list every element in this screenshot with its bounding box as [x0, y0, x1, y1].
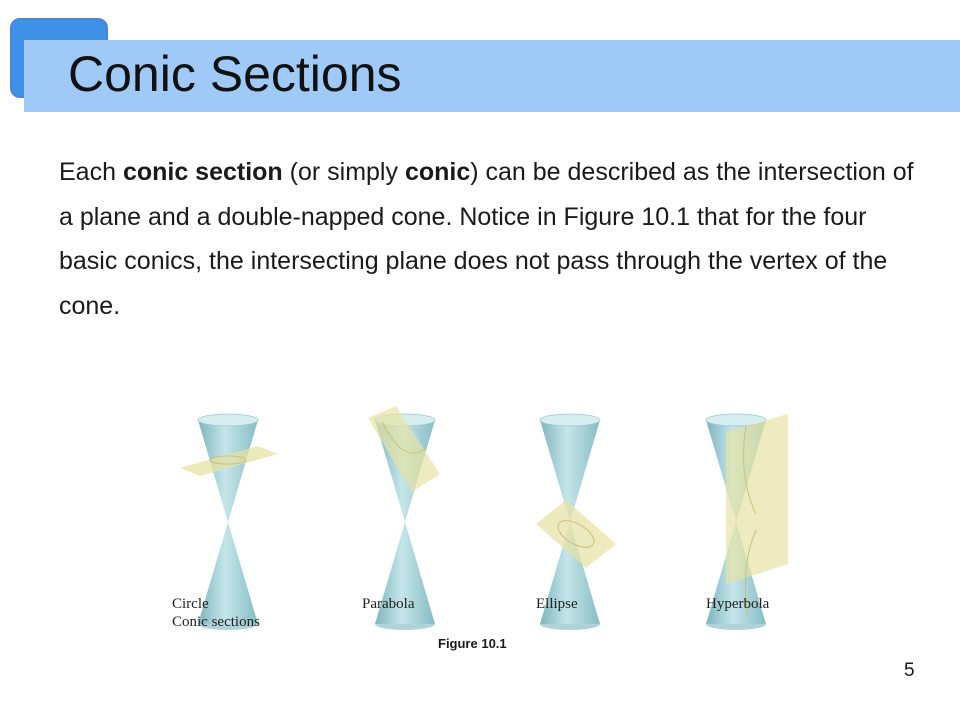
conic-sections-illustration [168, 396, 796, 640]
conic-sections-figure [168, 396, 796, 640]
body-text-segment: ) can be described as the intersection of a plane and a double-napped cone. Notice in Figure 10.1 that for the four basic conics, the intersecting plane does not pass through the vertex of the cone. [59, 158, 914, 320]
body-text-segment: Each [59, 158, 123, 186]
label-circle: Circle [172, 596, 209, 612]
slide-title: Conic Sections [68, 46, 402, 102]
term-conic-section: conic section [122, 158, 283, 186]
body-paragraph [59, 150, 919, 328]
body-text-segment: (or simply [282, 158, 405, 186]
figure-caption: Figure 10.1 [438, 636, 507, 651]
page-number: 5 [904, 660, 915, 681]
label-parabola: Parabola [362, 596, 415, 612]
term-conic: conic [404, 158, 471, 186]
label-hyperbola: Hyperbola [706, 596, 770, 612]
figure-subcaption: Conic sections [172, 614, 260, 630]
label-ellipse: Ellipse [536, 596, 578, 612]
